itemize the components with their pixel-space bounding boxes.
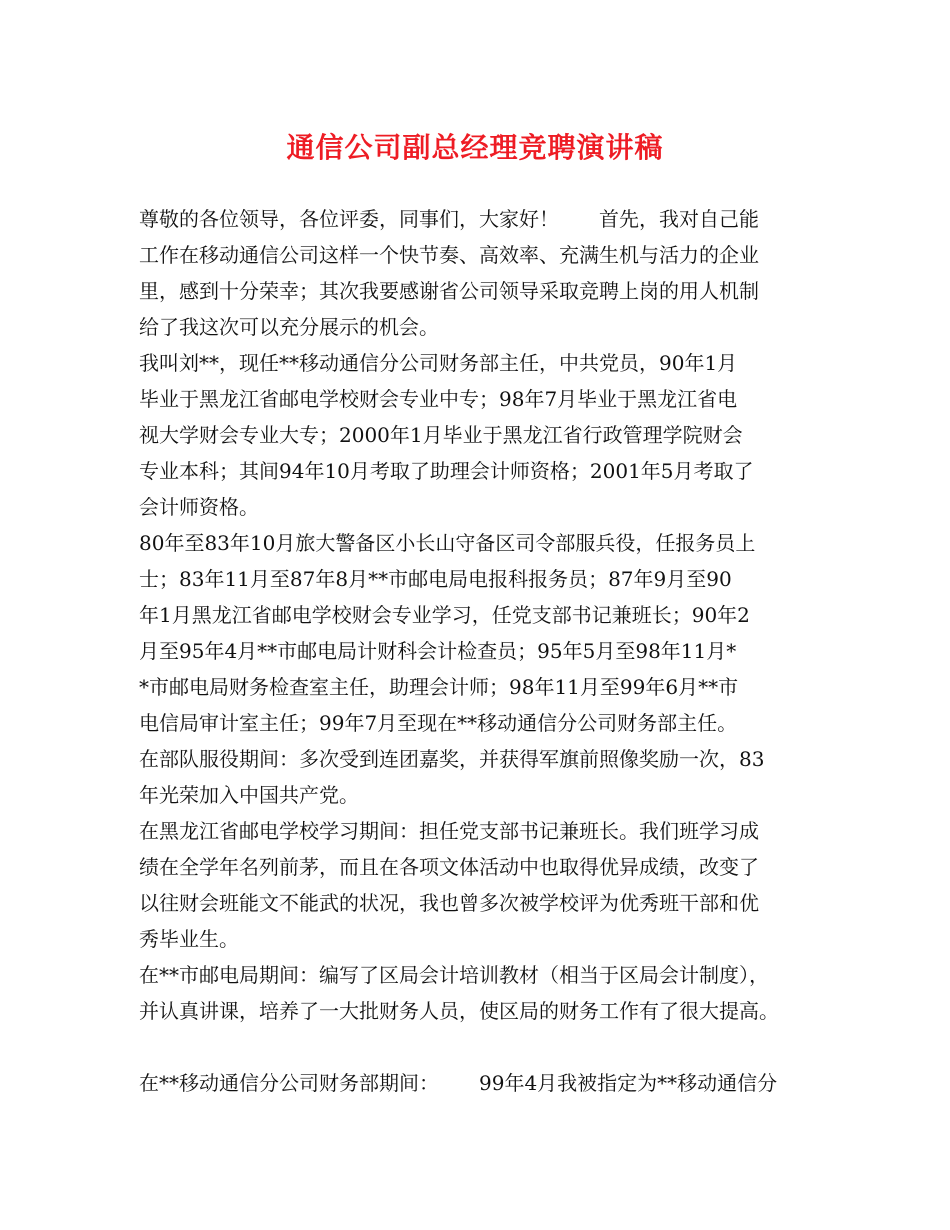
text-line: 我叫刘**，现任**移动通信分公司财务部主任，中共党员，90年1月 [139,351,738,375]
text-line: 80年至83年10月旅大警备区小长山守备区司令部服兵役，任报务员上 [139,531,756,555]
text-line: 年光荣加入中国共产党。 [139,783,359,807]
text-line [139,205,839,233]
line-segment: 尊敬的各位领导，各位评委，同事们，大家好！ [139,207,559,231]
text-line: 电信局审计室主任；99年7月至现在**移动通信分公司财务部主任。 [139,711,738,735]
text-line: 年1月黑龙江省邮电学校财会专业学习，任党支部书记兼班长；90年2 [139,603,750,627]
text-line [139,1069,839,1097]
text-line: 毕业于黑龙江省邮电学校财会专业中专；98年7月毕业于黑龙江省电 [139,387,738,411]
text-line: 给了我这次可以充分展示的机会。 [139,315,439,339]
text-line: 绩在全学年名列前茅，而且在各项文体活动中也取得优异成绩，改变了 [139,855,759,879]
text-line: 会计师资格。 [139,495,259,519]
text-line: 士；83年11月至87年8月**市邮电局电报科报务员；87年9月至90 [139,567,732,591]
text-line: 里，感到十分荣幸；其次我要感谢省公司领导采取竞聘上岗的用人机制 [139,279,759,303]
line-segment: 在**移动通信分公司财务部期间： [139,1071,439,1095]
document-title: 通信公司副总经理竞聘演讲稿 [286,131,664,164]
text-line: 在黑龙江省邮电学校学习期间：担任党支部书记兼班长。我们班学习成 [139,819,759,843]
text-line: 秀毕业生。 [139,927,239,951]
line-segment: 首先，我对自己能 [599,207,759,231]
text-line: 并认真讲课，培养了一大批财务人员，使区局的财务工作有了很大提高。 [139,999,779,1023]
text-line: 在**市邮电局期间：编写了区局会计培训教材（相当于区局会计制度）， [139,963,769,987]
text-line: 月至95年4月**市邮电局计财科会计检查员；95年5月至98年11月* [139,639,737,663]
text-line: *市邮电局财务检查室主任，助理会计师；98年11月至99年6月**市 [139,675,739,699]
text-line: 以往财会班能文不能武的状况，我也曾多次被学校评为优秀班干部和优 [139,891,759,915]
text-line: 工作在移动通信公司这样一个快节奏、高效率、充满生机与活力的企业 [139,243,759,267]
text-line: 视大学财会专业大专；2000年1月毕业于黑龙江省行政管理学院财会 [139,423,743,447]
text-line: 在部队服役期间：多次受到连团嘉奖，并获得军旗前照像奖励一次，83 [139,747,765,771]
text-line: 专业本科；其间94年10月考取了助理会计师资格；2001年5月考取了 [139,459,754,483]
line-segment: 99年4月我被指定为**移动通信分 [479,1071,778,1095]
